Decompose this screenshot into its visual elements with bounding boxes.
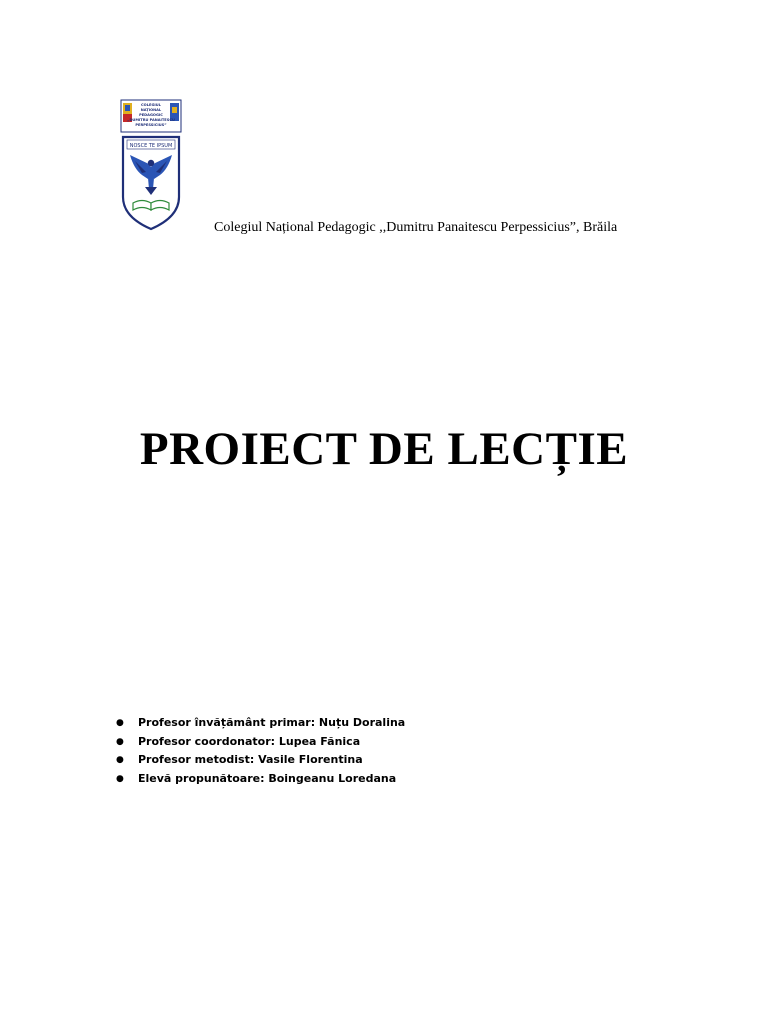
bullet-icon: ● [116,773,124,784]
staff-item-text: Profesor învățământ primar: Nuțu Doralina [138,716,406,729]
bullet-icon: ● [116,755,124,765]
staff-list [116,714,405,788]
staff-item-text: Elevă propunătoare: Boingeanu Loredana [138,771,397,785]
list-item [116,770,405,789]
crest-text-line: PEDAGOGIC [139,113,163,117]
crest-text-line: NAȚIONAL [140,108,162,112]
list-item [116,714,405,733]
school-crest-icon [120,99,182,231]
bullet-icon: ● [116,718,124,728]
staff-item-text: Profesor metodist: Vasile Florentina [138,753,363,766]
crest-text-line: PERPESSICIUS” [135,123,167,127]
list-item [116,751,405,770]
crest-text-line: COLEGIUL [141,103,161,107]
bullet-icon: ● [116,736,124,747]
staff-item-text: Profesor coordonator: Lupea Fănica [138,734,361,748]
school-logo [120,99,182,231]
crest-motto: NOSCE TE IPSUM [129,143,173,149]
school-name: Colegiul Național Pedagogic ,,Dumitru Panaitescu Perpessicius”, Brăila [214,220,618,235]
document-title: PROIECT DE LECȚIE [139,423,629,475]
list-item [116,733,405,752]
crest-text-line: „DUMITRU PANAITESCU [127,118,175,122]
